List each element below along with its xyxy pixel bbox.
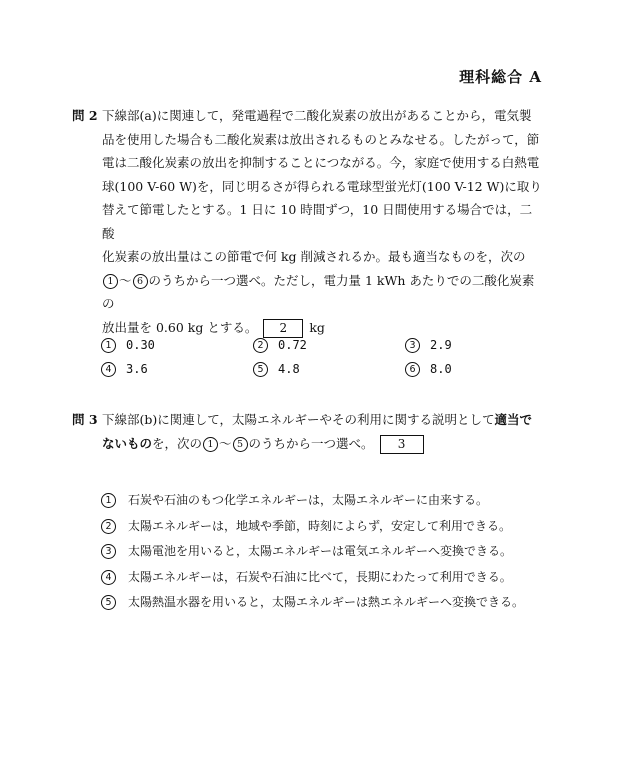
q2-line: 品を使用した場合も二酸化炭素は放出されるものとみなせる。したがって，節 <box>102 131 540 147</box>
option-6[interactable] <box>404 362 452 377</box>
choice-number-circle: 1 <box>203 437 218 452</box>
q2-line <box>102 316 542 340</box>
q2-line: 化炭素の放出量はこの節電で何 kg 削減されるか。最も適当なものを，次の <box>102 249 526 264</box>
choice-number-circle: 1 <box>101 493 116 508</box>
emphasis-text: ないもの <box>102 435 153 451</box>
option-4[interactable] <box>100 565 560 591</box>
choice-number-circle: 3 <box>405 338 420 353</box>
question-3-label: 問 3 <box>72 412 98 427</box>
q3-line <box>102 432 542 456</box>
option-value: 0.72 <box>278 338 307 352</box>
option-4[interactable] <box>100 362 148 377</box>
range-separator: 〜 <box>219 435 232 451</box>
option-2[interactable] <box>252 338 307 353</box>
option-value: 0.30 <box>126 338 155 352</box>
question-3-options <box>100 488 560 616</box>
choice-number-circle: 3 <box>101 544 116 559</box>
subject-header: 理科総合 A <box>459 68 542 86</box>
option-value: 3.6 <box>126 362 148 376</box>
option-5[interactable] <box>100 590 560 616</box>
q2-line: 替えて節電したとする。1 日に 10 時間ずつ，10 日間使用する場合では，二酸 <box>102 202 533 241</box>
option-text: 石炭や石油のもつ化学エネルギーは，太陽エネルギーに由来する。 <box>128 493 489 507</box>
choice-number-circle: 2 <box>101 519 116 534</box>
q2-line: 電は二酸化炭素の放出を抑制することにつながる。今，家庭で使用する白熱電 <box>102 155 540 170</box>
option-value: 2.9 <box>430 338 452 352</box>
q3-line-text: を，次の <box>152 435 203 451</box>
q2-line-text: 放出量を 0.60 kg とする。 <box>102 319 258 335</box>
range-separator: 〜 <box>119 272 132 288</box>
option-value: 8.0 <box>430 362 452 376</box>
option-text: 太陽エネルギーは，石炭や石油に比べて，長期にわたって利用できる。 <box>128 569 512 584</box>
q3-line-text: のうちから一つ選べ。 <box>248 435 374 451</box>
q3-line <box>102 408 542 432</box>
q2-line: 球(100 V-60 W)を，同じ明るさが得られる電球型蛍光灯(100 V-12 W)に取り <box>102 178 542 194</box>
choice-number-circle: 6 <box>405 362 420 377</box>
question-2-text <box>102 104 542 339</box>
choice-number-circle: 1 <box>101 338 116 353</box>
option-text: 太陽エネルギーは，地域や季節，時刻によらず，安定して利用できる。 <box>128 518 512 533</box>
question-2-label: 問 2 <box>72 108 98 123</box>
question-3-text <box>102 408 542 455</box>
option-value: 4.8 <box>278 362 300 376</box>
emphasis-text: 適当で <box>494 412 533 427</box>
choice-number-circle: 6 <box>133 274 148 289</box>
answer-box-3[interactable]: 3 <box>380 435 424 454</box>
option-text: 太陽熱温水器を用いると，太陽エネルギーは熱エネルギーへ変換できる。 <box>128 595 525 609</box>
q2-line: 下線部(a)に関連して，発電過程で二酸化炭素の放出があることから，電気製 <box>102 108 532 123</box>
option-3[interactable] <box>100 539 560 565</box>
answer-box-2[interactable]: 2 <box>263 319 303 338</box>
q2-line-text: のうちから一つ選べ。ただし，電力量 1 kWh あたりでの二酸化炭素の <box>102 272 535 311</box>
choice-number-circle: 4 <box>101 570 116 585</box>
option-3[interactable] <box>404 338 452 353</box>
choice-number-circle: 4 <box>101 362 116 377</box>
option-1[interactable] <box>100 488 560 514</box>
q3-line-text: 下線部(b)に関連して，太陽エネルギーやその利用に関する説明として <box>102 412 495 427</box>
option-2[interactable] <box>100 514 560 540</box>
choice-number-circle: 5 <box>101 595 116 610</box>
unit-label: kg <box>309 319 325 335</box>
choice-number-circle: 5 <box>233 437 248 452</box>
choice-number-circle: 5 <box>253 362 268 377</box>
option-1[interactable] <box>100 338 155 353</box>
q2-line <box>102 269 542 316</box>
choice-number-circle: 2 <box>253 338 268 353</box>
option-text: 太陽電池を用いると，太陽エネルギーは電気エネルギーへ変換できる。 <box>128 544 513 558</box>
choice-number-circle: 1 <box>103 274 118 289</box>
question-3 <box>72 408 542 455</box>
question-2 <box>72 104 542 339</box>
option-5[interactable] <box>252 362 300 377</box>
